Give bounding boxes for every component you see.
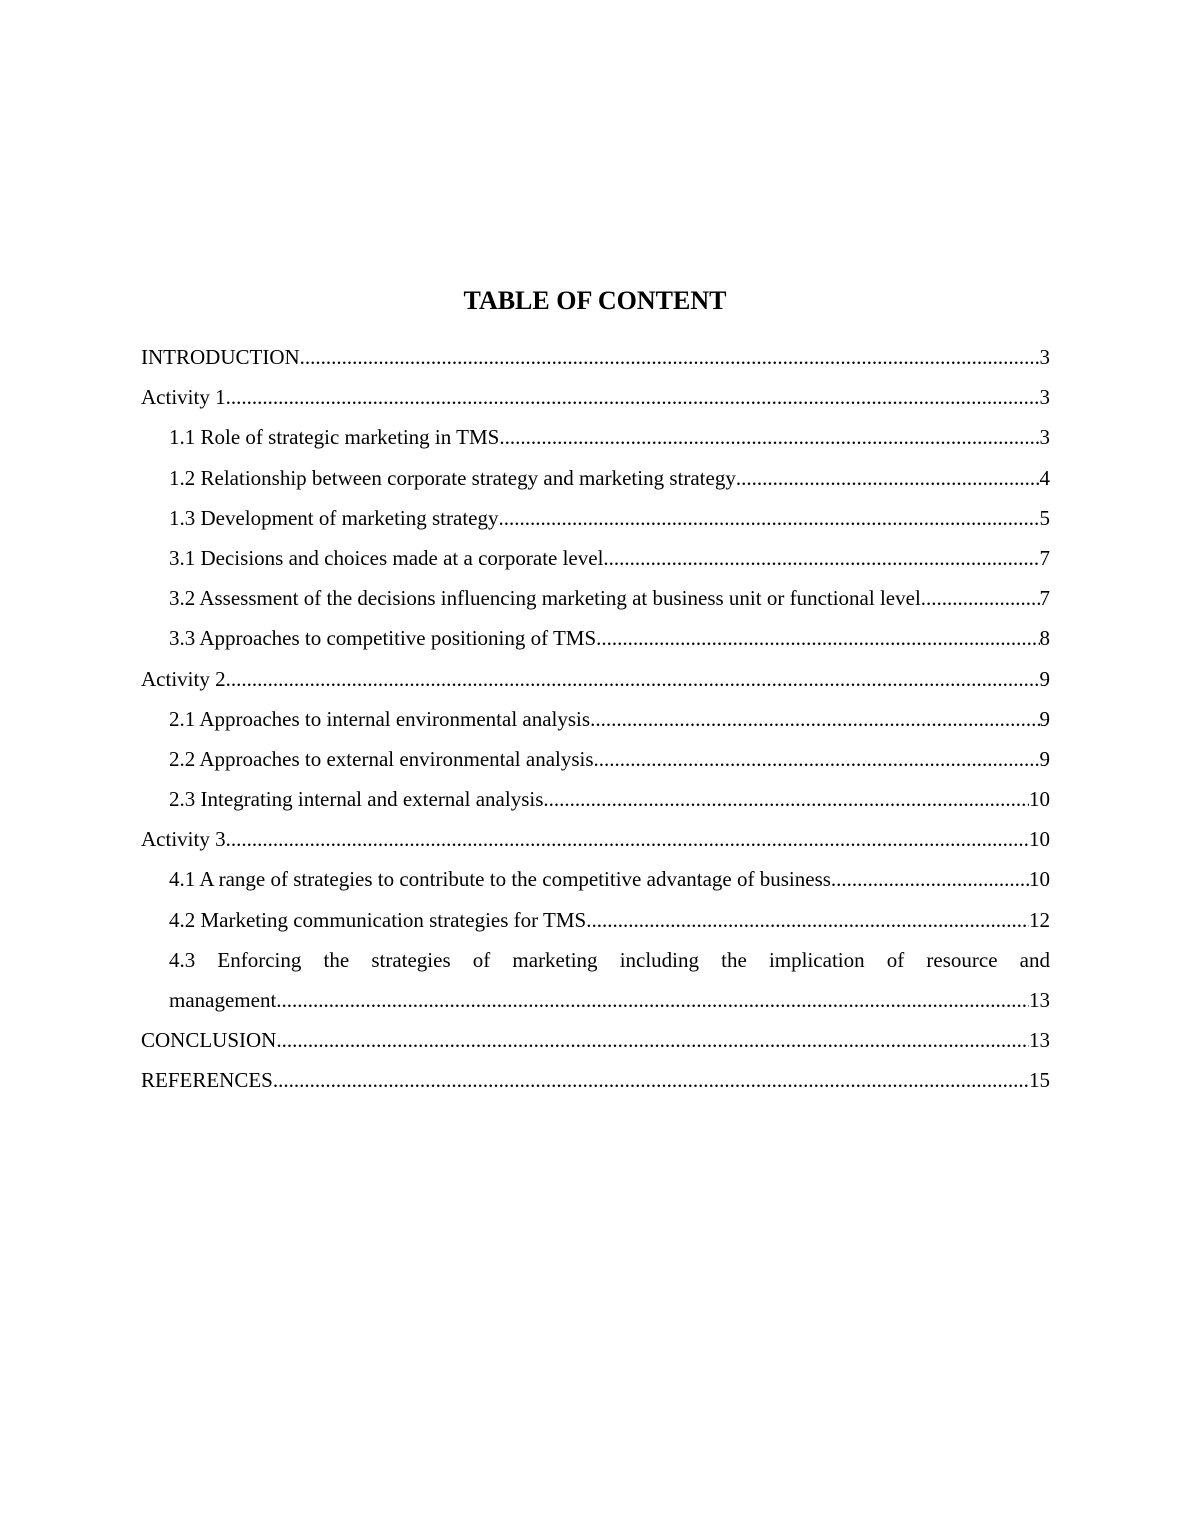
toc-entry-activity-3[interactable] — [141, 819, 1050, 859]
toc-entry-3-1[interactable] — [141, 538, 1050, 578]
toc-entry-page: 9 — [1039, 666, 1050, 691]
toc-entry-conclusion[interactable] — [141, 1020, 1050, 1060]
toc-leader-dots — [499, 498, 1040, 538]
toc-entry-page: 10 — [1029, 867, 1050, 892]
toc-entry-2-3[interactable] — [141, 779, 1050, 819]
toc-entry-label: 4.2 Marketing communication strategies for TMS — [169, 907, 587, 932]
toc-entry-label: 1.1 Role of strategic marketing in TMS — [169, 425, 500, 450]
toc-entry-label: INTRODUCTION — [141, 345, 300, 369]
toc-entry-4-2[interactable] — [141, 900, 1050, 940]
toc-leader-dots — [276, 980, 1029, 1020]
toc-entry-label: 3.3 Approaches to competitive positioning of TMS — [169, 626, 597, 651]
toc-entry-3-3[interactable] — [141, 618, 1050, 658]
toc-entry-1-3[interactable] — [141, 498, 1050, 538]
toc-entry-2-1[interactable] — [141, 699, 1050, 739]
toc-entry-page: 9 — [1039, 746, 1050, 771]
toc-leader-dots — [596, 618, 1039, 658]
toc-entry-page: 5 — [1039, 505, 1050, 530]
toc-entry-label: Activity 1 — [141, 385, 226, 410]
toc-entry-label: CONCLUSION — [141, 1028, 277, 1053]
toc-entry-label: 1.3 Development of marketing strategy — [169, 505, 499, 530]
toc-entry-page: 3 — [1039, 385, 1050, 410]
toc-entry-4-1[interactable] — [141, 859, 1050, 899]
toc-leader-dots — [594, 739, 1040, 779]
toc-entry-label: 3.1 Decisions and choices made at a corporate level — [169, 545, 604, 570]
toc-leader-dots — [276, 1020, 1029, 1060]
toc-entry-label: 2.3 Integrating internal and external analysis — [169, 787, 544, 812]
toc-title: TABLE OF CONTENT — [463, 286, 727, 315]
toc-entry-page: 9 — [1039, 706, 1050, 731]
toc-leader-dots — [543, 779, 1029, 819]
toc-entry-page: 13 — [1029, 1028, 1050, 1053]
toc-entry-page: 7 — [1039, 545, 1050, 570]
toc-entry-label: 3.2 Assessment of the decisions influencing marketing at business unit or functional level. — [169, 586, 927, 611]
toc-entry-1-2[interactable] — [141, 458, 1050, 498]
toc-leader-dots — [603, 538, 1039, 578]
toc-entry-label: REFERENCES — [141, 1068, 273, 1093]
toc-list — [141, 337, 1050, 1101]
toc-entry-page: 3 — [1039, 425, 1050, 450]
toc-leader-dots — [590, 699, 1039, 739]
toc-entry-activity-2[interactable] — [141, 659, 1050, 699]
toc-leader-dots — [926, 578, 1039, 618]
toc-entry-page: 10 — [1029, 827, 1050, 852]
toc-leader-dots — [226, 377, 1040, 417]
toc-entry-references[interactable] — [141, 1060, 1050, 1100]
toc-entry-1-1[interactable] — [141, 417, 1050, 457]
toc-leader-dots — [736, 458, 1040, 498]
toc-leader-dots — [300, 337, 1040, 377]
toc-entry-label-line1: 4.3 Enforcing the strategies of marketing including the implication of resource and — [169, 947, 1050, 972]
toc-entry-label: 2.2 Approaches to external environmental analysis — [169, 746, 594, 771]
toc-entry-page: 7 — [1039, 586, 1050, 611]
toc-entry-page: 13 — [1029, 988, 1050, 1012]
toc-entry-page: 10 — [1029, 787, 1050, 812]
toc-entry-label: 4.1 A range of strategies to contribute to the competitive advantage of business — [169, 867, 831, 892]
toc-entry-3-2[interactable] — [141, 578, 1050, 618]
toc-entry-label-line2: management — [169, 988, 277, 1012]
toc-leader-dots — [586, 900, 1029, 940]
toc-leader-dots — [226, 819, 1029, 859]
toc-entry-2-2[interactable] — [141, 739, 1050, 779]
toc-leader-dots — [273, 1060, 1029, 1100]
toc-entry-4-3[interactable] — [141, 940, 1050, 1020]
toc-entry-page: 3 — [1039, 345, 1050, 369]
toc-leader-dots — [226, 659, 1040, 699]
toc-entry-page: 4 — [1039, 465, 1050, 490]
toc-entry-label: 2.1 Approaches to internal environmental analysis — [169, 706, 591, 731]
toc-entry-activity-1[interactable] — [141, 377, 1050, 417]
toc-leader-dots — [499, 417, 1039, 457]
toc-entry-page: 12 — [1029, 907, 1050, 932]
toc-entry-page: 8 — [1039, 626, 1050, 651]
toc-entry-page: 15 — [1029, 1068, 1050, 1093]
toc-entry-introduction[interactable] — [141, 337, 1050, 377]
toc-entry-label: Activity 2 — [141, 666, 226, 691]
toc-entry-label: Activity 3 — [141, 827, 226, 852]
toc-entry-label: 1.2 Relationship between corporate strategy and marketing strategy — [169, 465, 736, 490]
toc-leader-dots — [831, 859, 1029, 899]
